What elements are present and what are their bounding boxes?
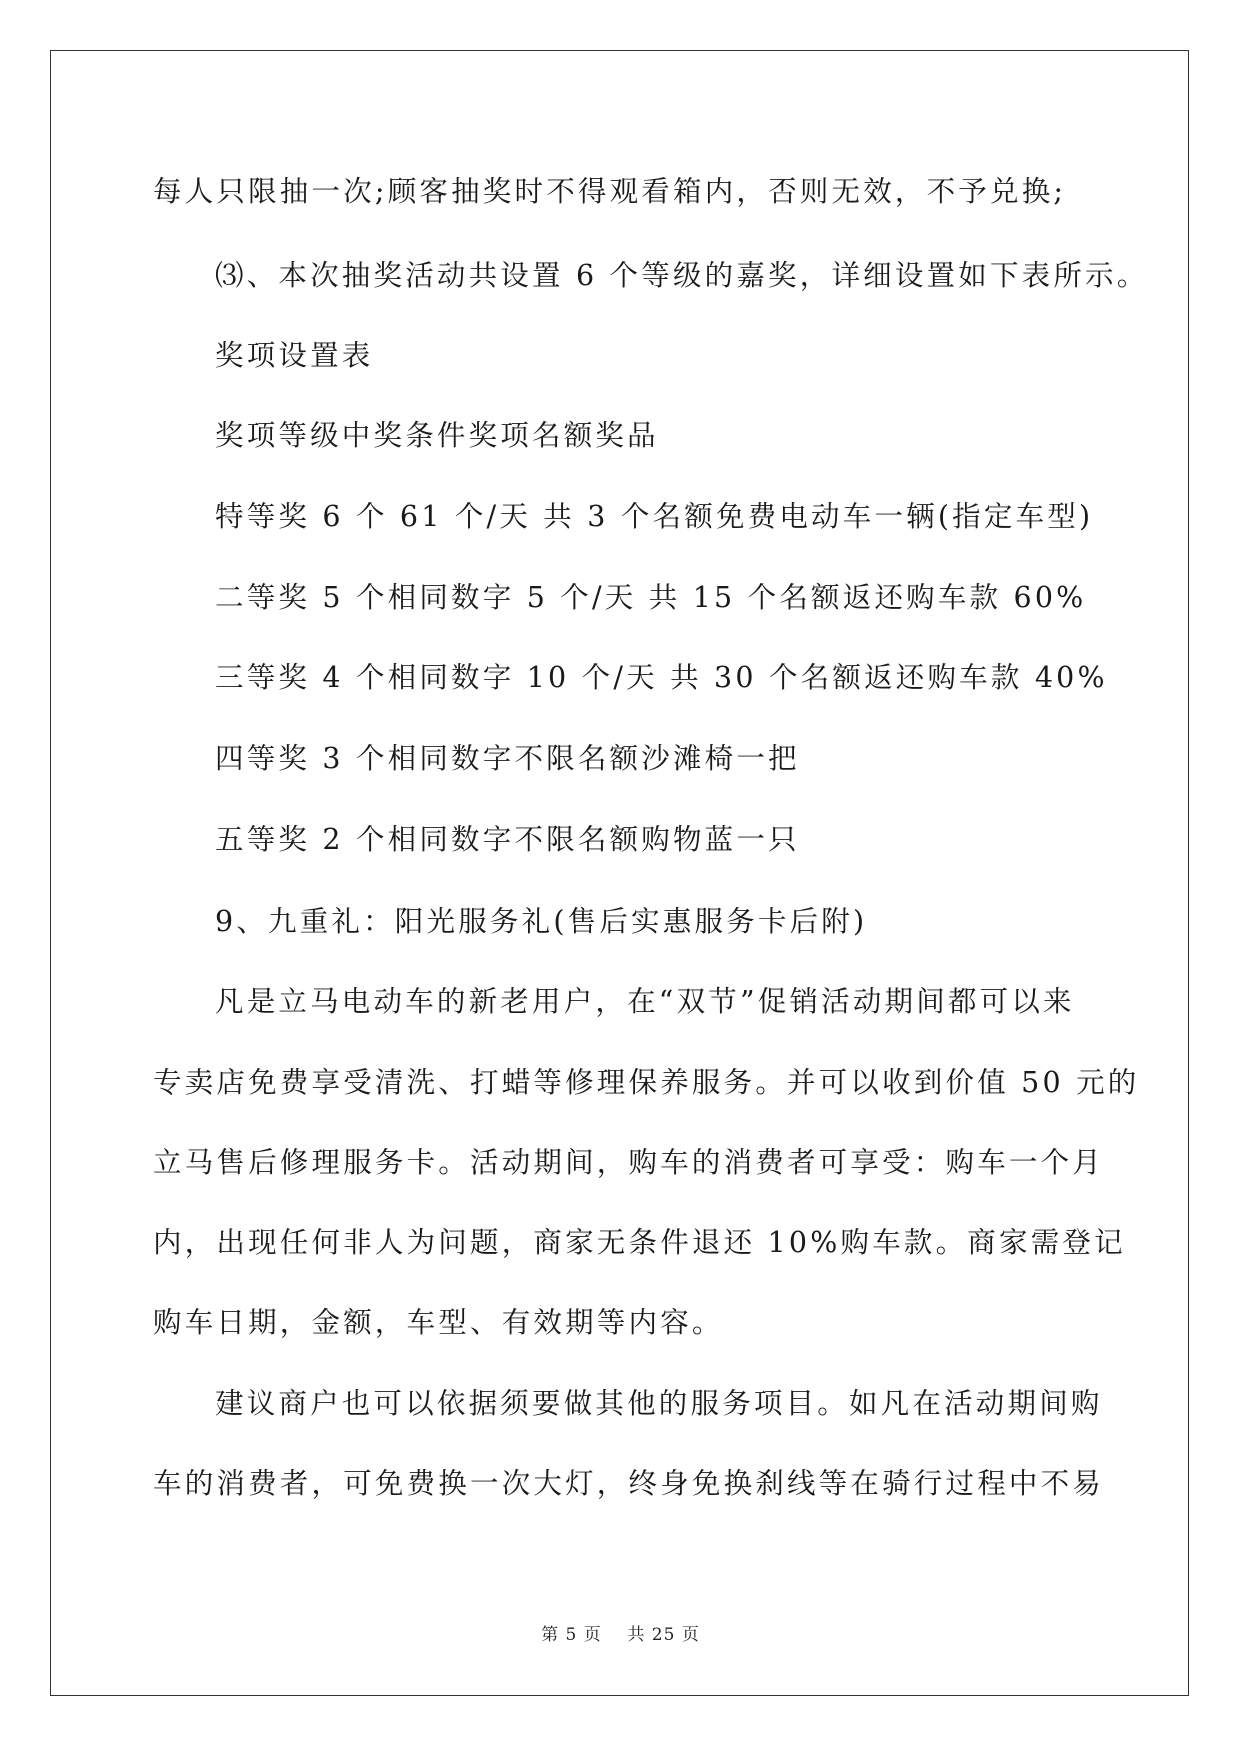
- prize-line-third: 三等奖 4 个相同数字 10 个/天 共 30 个名额返还购车款 40%: [215, 661, 1108, 694]
- text-line: 内，出现任何非人为问题，商家无条件退还 10%购车款。商家需登记: [153, 1226, 1126, 1259]
- text-line: 每人只限抽一次;顾客抽奖时不得观看箱内，否则无效，不予兑换;: [153, 175, 1067, 208]
- table-title: 奖项设置表: [215, 339, 374, 372]
- text-line: 专卖店免费享受清洗、打蜡等修理保养服务。并可以收到价值 50 元的: [153, 1066, 1140, 1099]
- text-line: 凡是立马电动车的新老用户，在“双节”促销活动期间都可以来: [215, 985, 1075, 1018]
- table-header-line: 奖项等级中奖条件奖项名额奖品: [215, 419, 659, 452]
- text-line: 车的消费者，可免费换一次大灯，终身免换刹线等在骑行过程中不易: [153, 1467, 1105, 1500]
- text-line: ⑶、本次抽奖活动共设置 6 个等级的嘉奖，详细设置如下表所示。: [215, 259, 1149, 292]
- prize-line-special: 特等奖 6 个 61 个/天 共 3 个名额免费电动车一辆(指定车型): [215, 500, 1094, 533]
- text-line: 建议商户也可以依据须要做其他的服务项目。如凡在活动期间购: [215, 1387, 1103, 1420]
- section-heading: 9、九重礼：阳光服务礼(售后实惠服务卡后附): [215, 905, 868, 938]
- text-line: 立马售后修理服务卡。活动期间，购车的消费者可享受：购车一个月: [153, 1146, 1105, 1179]
- prize-line-fifth: 五等奖 2 个相同数字不限名额购物蓝一只: [215, 823, 800, 856]
- prize-line-fourth: 四等奖 3 个相同数字不限名额沙滩椅一把: [215, 742, 800, 775]
- text-line: 购车日期，金额，车型、有效期等内容。: [153, 1306, 724, 1339]
- prize-line-second: 二等奖 5 个相同数字 5 个/天 共 15 个名额返还购车款 60%: [215, 581, 1087, 614]
- page-border: [50, 50, 1189, 1696]
- page-number-footer: 第 5 页 共 25 页: [541, 1625, 700, 1645]
